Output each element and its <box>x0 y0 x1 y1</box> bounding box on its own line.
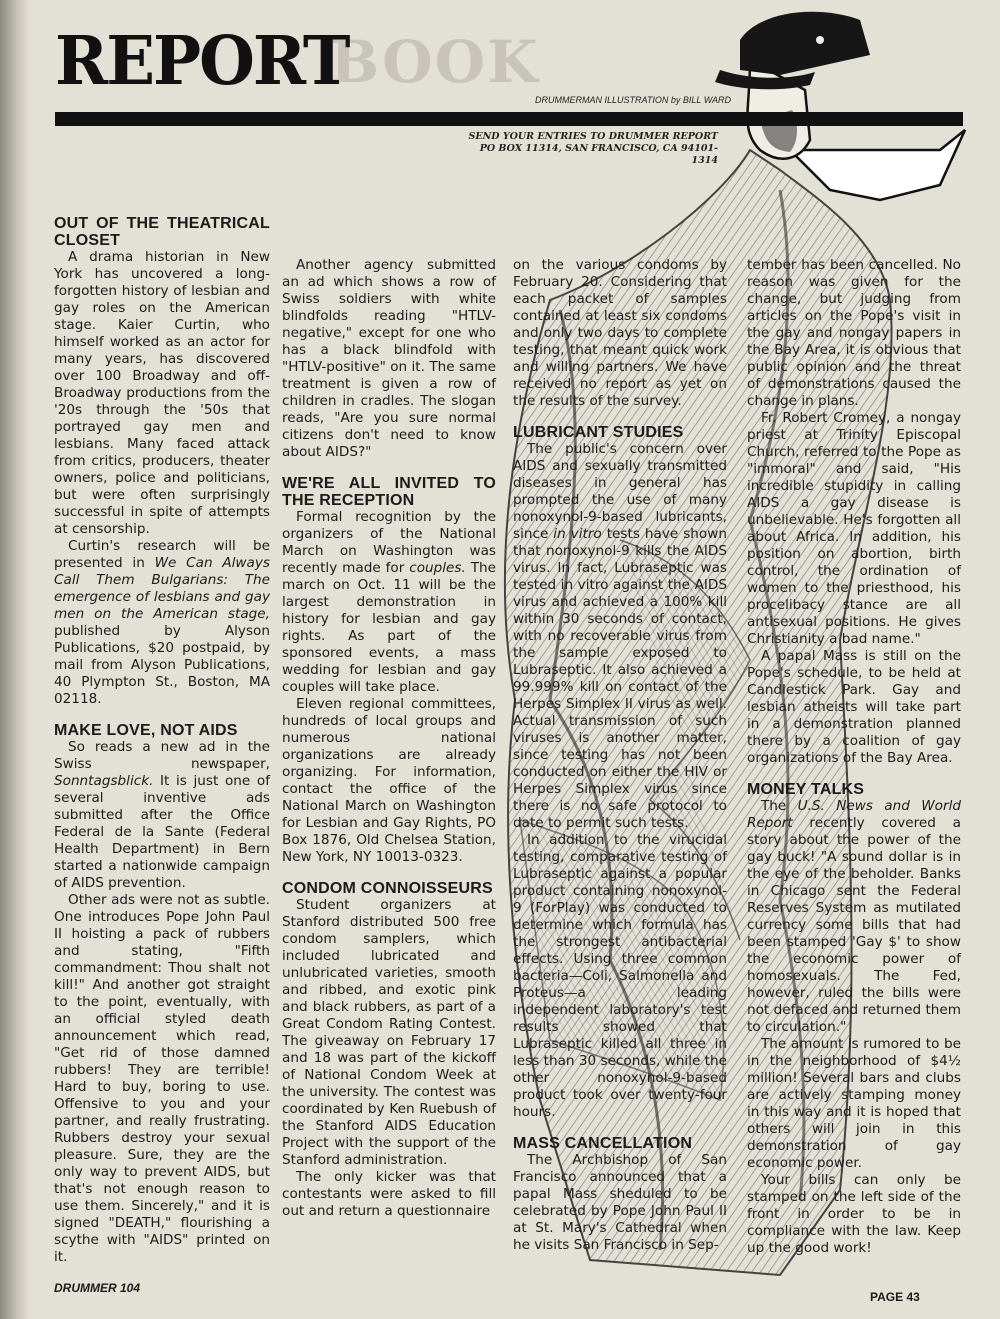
submission-line-2: PO BOX 11314, SAN FRANCISCO, CA 94101-1314 <box>479 143 718 166</box>
headline-mass-cancellation: MASS CANCELLATION <box>513 1135 693 1152</box>
headline-theatrical-closet: OUT OF THE THEATRICAL CLOSET <box>54 215 270 249</box>
headline-lubricant-studies: LUBRICANT STUDIES <box>513 424 684 441</box>
headline-condom-connoisseurs: CONDOM CONNOISSEURS <box>282 880 493 897</box>
paragraph: The only kicker was that contestants were asked to fill out and return a questionnaire <box>282 1169 496 1219</box>
paragraph: Student organizers at Stanford distributed 500 free condom samplers, which included lubricated and unlubricated varieties, smooth and ribbed, and exotic pink and black rubbers, as part of a Great Condom Rating Contest. The giveaway on February 17 and 18 was part of the kickoff of National Condom Week at the university. The contest was coordinated by Ken Ruebush of the Stanford AIDS Education Project with the support of the Stanford administration. <box>282 897 496 1168</box>
submission-address <box>462 131 718 167</box>
paragraph: on the various condoms by February 20. Considering that each packet of samples contained at least six condoms and only two days to complete testing, that meant quick work and willing partners. We have received no report as yet on the results of the survey. <box>513 257 727 409</box>
footer-issue: DRUMMER 104 <box>54 1281 141 1295</box>
footer-page-number: PAGE 43 <box>870 1290 920 1304</box>
column-2 <box>282 257 496 1220</box>
paragraph: Curtin's research will be presented in We Can Always Call Them Bulgarians: The emergence of lesbians and gay men on the American stage, published by Alyson Publications, $20 postpaid, by mail from Alyson Publications, 40 Plympton St., Boston, MA 02118. <box>54 538 270 707</box>
paragraph: Other ads were not as subtle. One introduces Pope John Paul II hoisting a pack of rubbers and stating, "Fifth commandment: Thou shalt not kill!" And another got straight to the point, eventually, with an official styled death announcement which read, "Get rid of those damned rubbers! They are terrible! Hard to buy, boring to use. Offensive to you and your partner, and really frustrating. Rubbers destroy your sexual pleasure. Sure, they are the only way to prevent AIDS, but that's not enough reason to use them. Sincerely," and it is signed "DEATH," flourishing a scythe with "AIDS" printed on it. <box>54 892 270 1265</box>
paragraph: Your bills can only be stamped on the left side of the front in order to be in compliance with the law. Keep up the good work! <box>747 1172 961 1256</box>
paragraph: tember has been cancelled. No reason was given for the change, but judging from articles on the Pope's visit in the gay and nongay papers in the Bay Area, it is obvious that public opinion and the threat of demonstrations caused the change in plans. <box>747 257 961 409</box>
page-binding-edge <box>0 0 30 1319</box>
column-4 <box>747 257 961 1257</box>
headline-reception: WE'RE ALL INVITED TO THE RECEPTION <box>282 475 496 509</box>
paragraph: The Archbishop of San Francisco announced that a papal Mass sheduled to be celebrated by Pope John Paul II at St. Mary's Cathedral when he visits San Francisco in Sep- <box>513 1152 727 1253</box>
paragraph: So reads a new ad in the Swiss newspaper, Sonntagsblick. It is just one of several inventive ads submitted after the Office Federal de la Sante (Federal Health Department) in Bern started a nationwide campaign of AIDS prevention. <box>54 739 270 891</box>
masthead-title: REPORT <box>55 22 349 101</box>
paragraph: Formal recognition by the organizers of the National March on Washington was recently made for couples. The march on Oct. 11 will be the largest demonstration in history for lesbian and gay rights. As part of the sponsored events, a mass wedding for lesbian and gay couples will take place. <box>282 509 496 695</box>
magazine-title: U.S. News and World Report <box>747 798 961 831</box>
bleed-through-text: BOOK <box>330 28 540 96</box>
paragraph: A papal Mass is still on the Pope's schedule, to be held at Candlestick Park. Gay and lesbian atheists will take part in a demonstration planned there by a coalition of gay organizations of the Bay Area. <box>747 648 961 766</box>
illustration-credit: DRUMMERMAN ILLUSTRATION by BILL WARD <box>535 95 732 105</box>
submission-line-1: SEND YOUR ENTRIES TO DRUMMER REPORT <box>468 131 718 142</box>
paragraph: A drama historian in New York has uncovered a long-forgotten history of lesbian and gay roles on the American stage. Kaier Curtin, who himself worked as an actor for many years, has discovered over 100 Broadway and off-Broadway productions from the '20s through the '50s that portrayed gay men and lesbians. Many faced attack from critics, producers, theater owners, police and politicians, but were often surprisingly successful in spite of attempts at censorship. <box>54 249 270 537</box>
paragraph: The U.S. News and World Report recently covered a story about the power of the gay buck! "A sound dollar is in the eye of the beholder. Banks in Chicago sent the Federal Reserves System as mutilated currency some bills that had been stamped 'Gay $' to show the economic power of homosexuals. The Fed, however, ruled the bills were not defaced and returned them to circulation." <box>747 798 961 1035</box>
headline-money-talks: MONEY TALKS <box>747 781 865 798</box>
paragraph: In addition to the virucidal testing, comparative testing of Lubraseptic against a popular product containing nonoxynol-9 (ForPlay) was conducted to determine which formula has the strongest antibacterial effects. Using three common bacteria—Coli, Salmonella and Proteus—a leading independent laboratory's test results showed that Lubraseptic killed all three in less than 30 seconds, while the other nonoxynol-9-based product took over twenty-four hours. <box>513 832 727 1120</box>
paragraph: Fr. Robert Cromey, a nongay priest at Trinity Episcopal Church, referred to the Pope as "immoral" and said, "His incredible stupidity in calling AIDS a gay disease is unbelievable. He's forgotten all about Africa. In addition, his position on abortion, birth control, the ordination of women to the priesthood, his procelibacy stance are all antisexual positions. He gives Christianity a bad name." <box>747 410 961 647</box>
paragraph: The public's concern over AIDS and sexually transmitted diseases in general has prompted the use of many nonoxynol-9-based lubricants, since in vitro tests have shown that nonoxynol-9 kills the AIDS virus. In fact, Lubraseptic was tested in vitro against the AIDS virus and achieved a 100% kill within 30 seconds of contact, with no recoverable virus from the sample exposed to Lubraseptic. It also achieved a 99.999% kill on contact of the Herpes Simplex II virus as well. Actual transmission of such viruses is another matter, since testing has not been conducted on either the HIV or Herpes Simplex virus since there is no safe protocol to date to permit such tests. <box>513 441 727 831</box>
newspaper-title: Sonntagsblick. <box>54 773 154 789</box>
paragraph: Another agency submitted an ad which shows a row of Swiss soldiers with white blindfolds reading "HTLV-negative," except for one who has a black blindfold with "HTLV-positive" on it. The same treatment is given a row of children in cradles. The slogan reads, "Are you sure normal citizens don't need to know about AIDS?" <box>282 257 496 460</box>
paragraph: Eleven regional committees, hundreds of local groups and numerous national organizations are already organizing. For information, contact the office of the National March on Washington for Lesbian and Gay Rights, PO Box 1876, Old Chelsea Station, New York, NY 10013-0323. <box>282 696 496 865</box>
masthead-rule <box>55 112 963 126</box>
column-1 <box>54 215 270 1266</box>
column-3 <box>513 257 727 1254</box>
book-title: We Can Always Call Them Bulgarians: The emergence of lesbians and gay men on the American stage, <box>54 555 270 622</box>
paragraph: The amount is rumored to be in the neighborhood of $4½ million! Several bars and clubs are actively stamping money in this way and it is hoped that others will join in this demonstration of gay economic power. <box>747 1036 961 1171</box>
headline-make-love: MAKE LOVE, NOT AIDS <box>54 722 238 739</box>
